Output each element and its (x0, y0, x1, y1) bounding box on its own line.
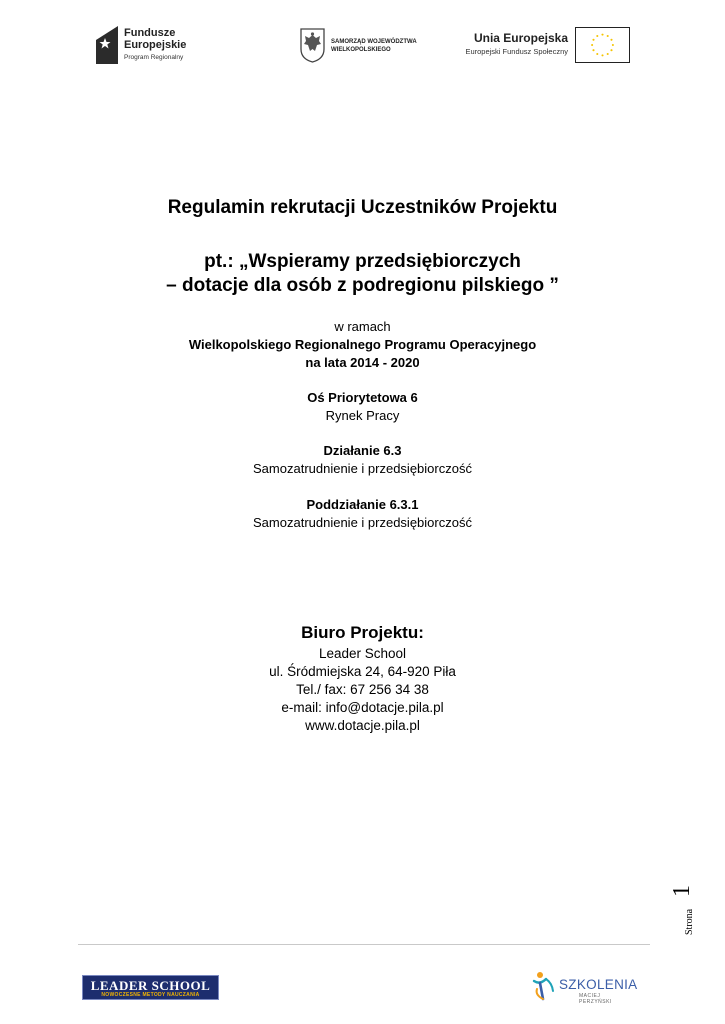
unia-europejska-logo (465, 27, 630, 65)
unia-line1: Unia Europejska (473, 31, 568, 45)
samorzad-logo (299, 27, 429, 65)
szkolenia-sub: MACIEJ PERZYŃSKI (579, 993, 612, 1005)
subaction-label: Poddziałanie 6.3.1 (306, 497, 419, 512)
fundusze-europejskie-logo (96, 26, 206, 66)
intro-text: w ramach (334, 319, 391, 334)
unia-line2: Europejski Fundusz Społeczny (465, 47, 568, 56)
eu-star (596, 35, 598, 37)
eu-star (601, 34, 603, 36)
program-line2: na lata 2014 - 2020 (305, 355, 420, 370)
eu-star (607, 35, 609, 37)
office-address: ul. Śródmiejska 24, 64-920 Piła (269, 664, 456, 679)
page-number (660, 875, 720, 935)
fundusze-line2: Europejskie (124, 39, 187, 51)
office-website[interactable]: www.dotacje.pila.pl (305, 718, 420, 733)
footer-divider (78, 944, 650, 945)
eu-flag-icon (575, 27, 630, 63)
eu-star (601, 54, 603, 56)
samorzad-line1: SAMORZĄD WOJEWÓDZTWA (331, 39, 417, 45)
leader-school-tagline: NOWOCZESNE METODY NAUCZANIA (101, 992, 200, 998)
fundusze-line1: Fundusze (124, 27, 176, 39)
eu-star (592, 39, 594, 41)
fundusze-line3: Program Regionalny (124, 54, 184, 61)
page-label: Strona (684, 908, 695, 935)
eu-star (610, 49, 612, 51)
document-title: Regulamin rekrutacji Uczestników Projektu (167, 197, 558, 218)
szkolenia-logo (531, 969, 638, 1005)
figure-icon (531, 969, 559, 1003)
axis-value: Rynek Pracy (325, 408, 400, 423)
leader-school-name: LEADER SCHOOL (90, 978, 211, 993)
eagle-crest-icon (299, 27, 326, 63)
subtitle-line2: – dotacje dla osób z podregionu pilskiego ” (166, 275, 559, 296)
program-line1: Wielkopolskiego Regionalnego Programu Operacyjnego (188, 337, 537, 352)
fundusze-star-icon (96, 26, 118, 64)
subtitle-line1: pt.: „Wspieramy przedsiębiorczych (204, 251, 521, 272)
office-heading: Biuro Projektu: (301, 623, 424, 642)
eu-star (591, 44, 593, 46)
office-name: Leader School (318, 646, 407, 661)
page-digit: 1 (669, 885, 695, 897)
eu-star (612, 44, 614, 46)
action-value: Samozatrudnienie i przedsiębiorczość (253, 461, 472, 476)
samorzad-line2: WIELKOPOLSKIEGO (331, 47, 391, 53)
eu-star (592, 49, 594, 51)
office-email[interactable]: e-mail: info@dotacje.pila.pl (281, 700, 444, 715)
leader-school-logo (82, 975, 219, 1000)
axis-label: Oś Priorytetowa 6 (307, 390, 418, 405)
eu-star (607, 53, 609, 55)
office-phone: Tel./ fax: 67 256 34 38 (296, 682, 429, 697)
action-label: Działanie 6.3 (323, 443, 402, 458)
eu-star (596, 53, 598, 55)
eu-star (610, 39, 612, 41)
subaction-value: Samozatrudnienie i przedsiębiorczość (253, 515, 472, 530)
szkolenia-name: SZKOLENIA (559, 977, 638, 992)
